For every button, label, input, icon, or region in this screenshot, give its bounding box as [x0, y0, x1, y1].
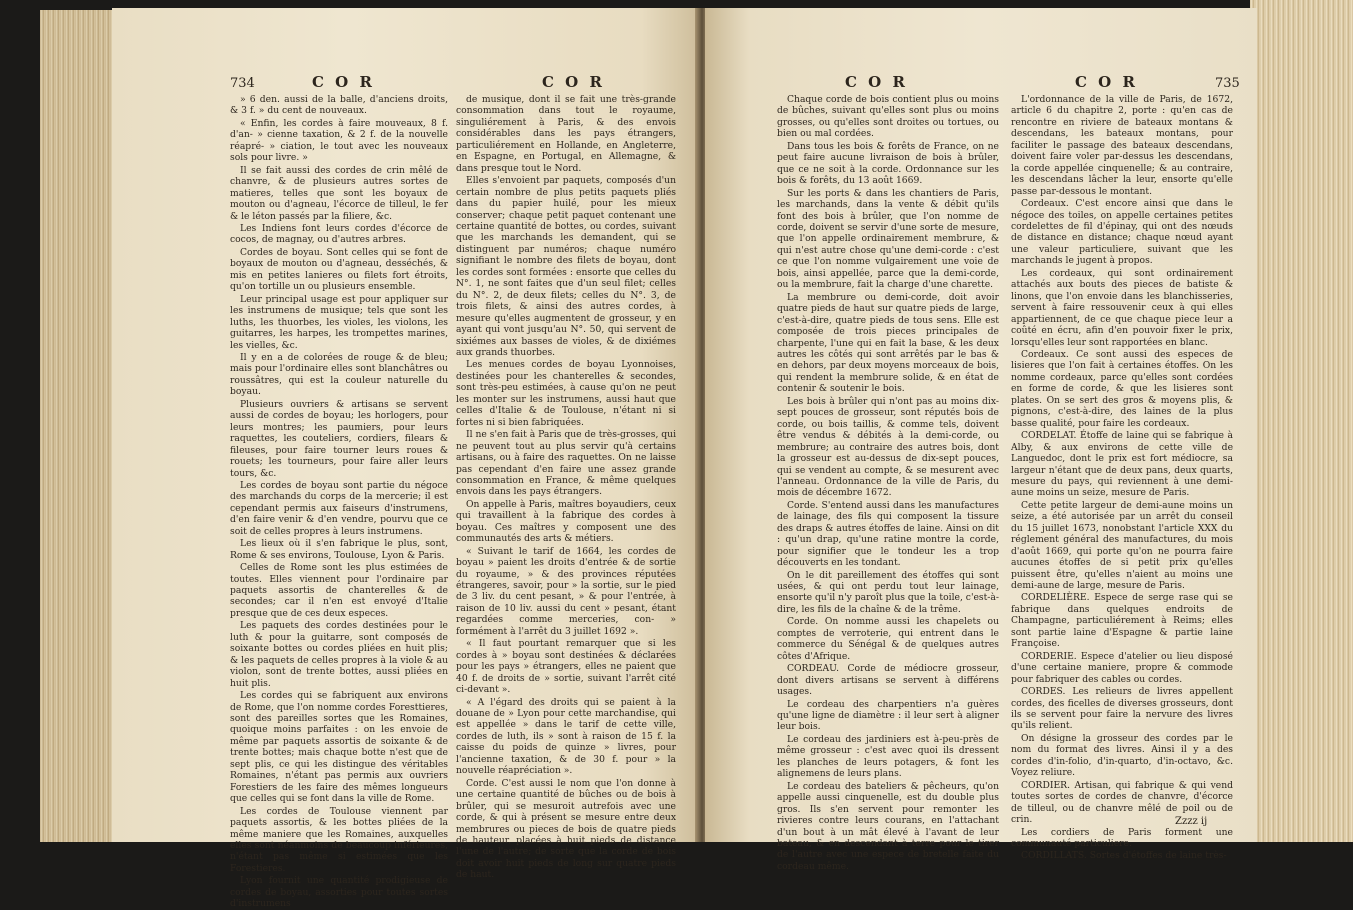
paragraph: On le dit pareillement des étoffes qui sont usées, & qui ont perdu tout leur lainage, ensorte qu'il n'y paroît plus que la toile, c'est-à-dire, les fils de la chaîne & de la trême. [777, 569, 999, 615]
page-number-left: 734 [230, 76, 255, 91]
paragraph: CORDELIÈRE. Espece de serge rase qui se fabrique dans quelques endroits de Champagne, particuliérement à Reims; elles sont partie laine d'Espagne & partie laine Françoise. [1011, 592, 1233, 650]
paragraph: Corde. On nomme aussi les chapelets ou comptes de verroterie, qui entrent dans le commerce du Sénégal & de quelques autres côtes d'Afrique. [777, 616, 999, 662]
paragraph: « Il faut pourtant remarquer que si les cordes à » boyau sont destinées & déclarées pour les pays » étrangers, elles ne paient que 40 f. de droits de » sortie, suivant l'arrêt cité ci-devant ». [456, 638, 676, 696]
page-edges-left [40, 10, 115, 842]
paragraph: CORDIER. Artisan, qui fabrique & qui vend toutes sortes de cordes de chanvre, d'écorce de tilleul, ou de chanvre mêlé de poil ou de crin. [1011, 779, 1233, 826]
paragraph: » 6 den. aussi de la balle, d'anciens droits, & 3 f. » du cent de nouveaux. [230, 94, 448, 117]
paragraph: de musique, dont il se fait une très-grande consommation dans tout le royaume, singuliérement à Paris, & des envois considérables dans les pays étrangers, particuliérement en Hollande, en Angleterre, en Espagne, en Portugal, en Allemagne, & dans presque tout le Nord. [456, 94, 676, 174]
right-page-column-1 [777, 94, 999, 872]
paragraph: Les lieux où il s'en fabrique le plus, sont, Rome & ses environs, Toulouse, Lyon & Paris. [230, 538, 448, 561]
paragraph: Le cordeau des bateliers & pêcheurs, qu'on appelle aussi cinquenelle, est du double plus gros. Ils s'en servent pour remonter les rivieres contre leurs courans, en l'attachant d'un bout à un mât élevé à l'avant de leur bateau, & en descendant à terre pour le tirer de l'autre avec une espece de bretelle faite du cordeau même. [777, 780, 999, 872]
paragraph: « Enfin, les cordes à faire mouveaux, 8 f. d'an- » cienne taxation, & 2 f. de la nouvelle réapré- » ciation, le tout avec les nouveaux sols pour livre. » [230, 117, 448, 164]
paragraph: Le cordeau des charpentiers n'a guères qu'une ligne de diamètre : il leur sert à aligner leur bois. [777, 698, 999, 733]
paragraph: CORDES. Les relieurs de livres appellent cordes, des ficelles de diverses grosseurs, dont ils se servent pour faire la nervure des livres qu'ils relient. [1011, 686, 1233, 732]
paragraph: On appelle à Paris, maîtres boyaudiers, ceux qui travaillent à la fabrique des cordes à boyau. Ces maîtres y composent une des communautés des arts & métiers. [456, 498, 676, 545]
paragraph: Elles s'envoient par paquets, composés d'un certain nombre de plus petits paquets pliés dans du papier huilé, pour les mieux conserver; chaque petit paquet contenant une certaine quantité de bottes, ou cordes, suivant que les marchands les demandent, qui se distinguent par numéros; chaque numéro signifiant le nombre des filets de boyau, dont les cordes sont formées : ensorte que celles du N°. 1, ne sont faites que d'un seul filet; celles du N°. 2, de deux filets; celles du N°. 3, de trois filets, & ainsi des autres cordes, à mesure qu'elles augmentent de grosseur, y en ayant qui vont jusqu'au N°. 50, qui servent de sixiémes aux basses de violes, & de dixiémes aux grands thuorbes. [456, 175, 676, 358]
paragraph: Les cordeaux, qui sont ordinairement attachés aux bouts des pieces de batiste & linons, que l'on envoie dans les blanchisseries, servent à faire ressouvenir ceux à qui elles appartiennent, de ce que chaque piece leur a coûté en écru, afin d'en pouvoir fixer le prix, lorsqu'elles leur sont rapportées en blanc. [1011, 267, 1233, 348]
paragraph: Les paquets des cordes destinées pour le luth & pour la guitarre, sont composés de soixante bottes ou cordes pliées en huit plis; & les paquets de celles propres à la viole & au violon, sont de trente bottes, aussi pliées en huit plis. [230, 620, 448, 689]
paragraph: La membrure ou demi-corde, doit avoir quatre pieds de haut sur quatre pieds de large, c'est-à-dire, quatre pieds de tous sens. Elle est composée de trois pieces principales de charpente, l'une qui en fait la base, & les deux autres les côtés qui sont arrêtés par le bas & en dehors, par deux moyens morceaux de bois, qui rendent la membrure solide, & en état de contenir & soutenir le bois. [777, 291, 999, 395]
right-page [705, 8, 1257, 872]
paragraph: CORDEAU. Corde de médiocre grosseur, dont divers artisans se servent à différens usages. [777, 663, 999, 698]
paragraph: Dans tous les bois & forêts de France, on ne peut faire aucune livraison de bois à brûler, que ce ne soit à la corde. Ordonnance sur les bois & forêts, du 13 août 1669. [777, 140, 999, 187]
paragraph: Le cordeau des jardiniers est à-peu-près de même grosseur : c'est avec quoi ils dressent les planches de leurs potagers, & font les alignemens de leurs plans. [777, 733, 999, 780]
paragraph: Plusieurs ouvriers & artisans se servent aussi de cordes de boyau; les horlogers, pour leurs montres; les paumiers, pour leurs raquettes, les couteliers, cordiers, filears & fileuses, pour faire tourner leurs roues & rouets; les tourneurs, pour faire aller leurs tours, &c. [230, 398, 448, 479]
paragraph: Cordeaux. Ce sont aussi des especes de lisieres que l'on fait à certaines étoffes. On les nomme cordeaux, parce qu'elles sont cordées en forme de corde, & que les lisieres sont plates. On se sert des gros & moyens plis, & pignons, c'est-à-dire, des laines de la plus basse qualité, pour faire les cordeaux. [1011, 348, 1233, 429]
left-page-column-2 [456, 94, 677, 881]
page-number-right: 735 [1215, 76, 1240, 91]
paragraph: Il se fait aussi des cordes de crin mêlé de chanvre, & de plusieurs autres sortes de matieres, telles que sont les boyaux de mouton ou d'agneau, l'écorce de tilleul, le fer & le léton passés par la filiere, &c. [230, 164, 448, 222]
paragraph: Les cordes de boyau sont partie du négoce des marchands du corps de la mercerie; il est cependant permis aux faiseurs d'instrumens, d'en faire venir & d'en vendre, pourvu que ce soit de celles propres à leurs instrumens. [230, 479, 448, 537]
paragraph: CORDILLATS. Sortes d'étoffes de laine très- [1021, 850, 1227, 862]
paragraph: CORDELAT. Étoffe de laine qui se fabrique à Alby, & aux environs de cette ville de Languedoc, dont le prix est fort médiocre, sa largeur n'étant que de deux pans, deux quarts, mesure du pays, qui reviennent à une demi-aune moins un seize, mesure de Paris. [1011, 430, 1233, 499]
paragraph: « Suivant le tarif de 1664, les cordes de boyau » paient les droits d'entrée & de sortie du royaume, » & des provinces réputées étrangeres, savoir, pour » la sortie, sur le pied de 3 liv. du cent pesant, » & pour l'entrée, à raison de 10 liv. aussi du cent » pesant, étant regardées comme merceries, con- » formément à l'arrêt du 3 juillet 1692 ». [456, 545, 676, 637]
paragraph: Les cordes qui se fabriquent aux environs de Rome, que l'on nomme cordes Foresttieres, sont des pareilles sortes que les Romaines, quoique moins parfaites : on les envoie de même par paquets assortis de soixante & de trente bottes; mais chaque botte n'est que de sept plis, ce qui les distingue des véritables Romaines, n'étant pas permis aux ouvriers Forestiers de les faire des mêmes longueurs que celles qui se font dans la ville de Rome. [230, 690, 448, 805]
left-page [112, 8, 700, 910]
paragraph: « A l'égard des droits qui se paient à la douane de » Lyon pour cette marchandise, qui est appellée » dans le tarif de cette ville, cordes de luth, ils » sont à raison de 15 f. la caisse du poids de quinze » livres, pour l'ancienne taxation, & de 30 f. pour » la nouvelle réapréciation ». [456, 696, 676, 777]
page-edges-right [1250, 0, 1353, 842]
paragraph: Lyon fournit une quantité prodigieuse de cordes de boyau, assorties pour toutes sortes d'instrumens [230, 875, 448, 910]
paragraph: Corde. S'entend aussi dans les manufactures de lainage, des fils qui composent la tissure des draps & autres étoffes de laine. Ainsi on dit : qu'un drap, qu'une ratine montre la corde, pour signifier que le tondeur les a trop découverts en les tondant. [777, 499, 999, 569]
paragraph: Les cordiers de Paris forment une communauté particuliere. [1011, 826, 1233, 849]
paragraph: Les Indiens font leurs cordes d'écorce de cocos, de magnay, ou d'autres arbres. [230, 222, 448, 246]
paragraph: Cordes de boyau. Sont celles qui se font de boyaux de mouton ou d'agneau, desséchés, & mis en petites lanieres ou filets fort étroits, qu'on tortille un ou plusieurs ensemble. [230, 246, 448, 293]
running-head-right-col2: C O R [1075, 73, 1138, 91]
running-head-right-col1: C O R [845, 73, 908, 91]
paragraph: Corde. C'est aussi le nom que l'on donne à une certaine quantité de bûches ou de bois à brûler, qui se mesuroit autrefois avec une corde, & qui à présent se mesure entre deux membrures ou pieces de bois de quatre pieds de hauteur, placées à huit pieds de distance l'une de l'autre; de sorte que la corde de bois doit avoir huit pieds de long sur quatre pieds de haut. [456, 777, 676, 881]
paragraph: Celles de Rome sont les plus estimées de toutes. Elles viennent pour l'ordinaire par paquets assortis de chanterelles & de secondes; car il n'en est envoyé d'Italie presque que de ces deux especes. [230, 562, 448, 619]
running-head-left-col2: C O R [542, 73, 605, 91]
signature-mark: Zzzz ij [1175, 816, 1208, 827]
paragraph: Les cordes de Toulouse viennent par paquets assortis, & les bottes pliées de la même maniere que les Romaines, auxquelles elles sont néanmoins de beaucoup inférieures, n'étant pas même si estimées que les Forestieres. [230, 805, 448, 874]
paragraph: L'ordonnance de la ville de Paris, de 1672, article 6 du chapitre 2, porte : qu'en cas de rencontre en riviere de bateaux montans & descendans, les bateaux montans, pour faciliter le passage des bateaux descendans, doivent faire voler par-dessus les descendans, la corde appellée cinquenelle; & au contraire, les descendans lâcher la leur, ensorte qu'elle passe par-dessous le montant. [1011, 94, 1233, 197]
paragraph: Les bois à brûler qui n'ont pas au moins dix-sept pouces de grosseur, sont réputés bois de corde, ou bois taillis, & comme tels, doivent être vendus & débités à la demi-corde, ou membrure; au contraire des autres bois, dont la grosseur est au-dessus de dix-sept pouces, qui se vendent au compte, & se mesurent avec l'anneau. Ordonnance de la ville de Paris, du mois de décembre 1672. [777, 395, 999, 499]
left-page-column-1 [230, 94, 448, 910]
paragraph: CORDERIE. Espece d'atelier ou lieu disposé d'une certaine maniere, propre & commode pour fabriquer des cables ou cordes. [1011, 650, 1233, 685]
paragraph: Chaque corde de bois contient plus ou moins de bûches, suivant qu'elles sont plus ou moins grosses, ou qu'elles sont droites ou tortues, ou bien ou mal cordées. [777, 94, 999, 140]
paragraph: Cette petite largeur de demi-aune moins un seize, a été autorisée par un arrêt du conseil du 15 juillet 1673, nonobstant l'article XXX du réglement général des manufactures, du mois d'août 1669, qui porte qu'on ne pourra faire aucunes étoffes de si petit prix qu'elles puissent être, qu'elles n'aient au moins une demi-aune de large, mesure de Paris. [1011, 499, 1233, 592]
running-head-left-col1: C O R [312, 73, 375, 91]
paragraph: Il y en a de colorées de rouge & de bleu; mais pour l'ordinaire elles sont blanchâtres ou roussâtres, qui est la couleur naturelle du boyau. [230, 351, 448, 398]
paragraph: Leur principal usage est pour appliquer sur les instrumens de musique; tels que sont les luths, les thuorbes, les violes, les violons, les guitarres, les harpes, les trompettes marines, les vielles, &c. [230, 293, 448, 351]
paragraph: Cordeaux. C'est encore ainsi que dans le négoce des toiles, on appelle certaines petites cordelettes de fil d'épinay, qui ont des nœuds de distance en distance; chaque nœud ayant une valeur particuliere, suivant que les marchands le jugent à propos. [1011, 198, 1233, 267]
paragraph: Il ne s'en fait à Paris que de très-grosses, qui ne peuvent tout au plus servir qu'à certains artisans, ou à faire des raquettes. On ne laisse pas cependant d'en faire une assez grande consommation en France, & même quelques envois dans les pays étrangers. [456, 429, 677, 498]
paragraph: Les menues cordes de boyau Lyonnoises, destinées pour les chanterelles & secondes, sont très-peu estimées, à cause qu'on ne peut les monter sur les instrumens, aussi haut que celles d'Italie & de Toulouse, n'étant ni si fortes ni si bien fabriquées. [456, 359, 676, 428]
paragraph: Sur les ports & dans les chantiers de Paris, les marchands, dans la vente & débit qu'ils font des bois à brûler, que l'on nomme de corde, doivent se servir d'une sorte de mesure, que l'on appelle ordinairement membrure, & qui n'est autre chose qu'une demi-corde : c'est ce que l'on nomme vulgairement une voie de bois, ainsi appellée, parce que la demi-corde, ou la membrure, fait la charge d'une charette. [777, 187, 999, 291]
paragraph: On désigne la grosseur des cordes par le nom du format des livres. Ainsi il y a des cordes d'in-folio, d'in-quarto, d'in-octavo, &c. Voyez reliure. [1011, 732, 1233, 779]
